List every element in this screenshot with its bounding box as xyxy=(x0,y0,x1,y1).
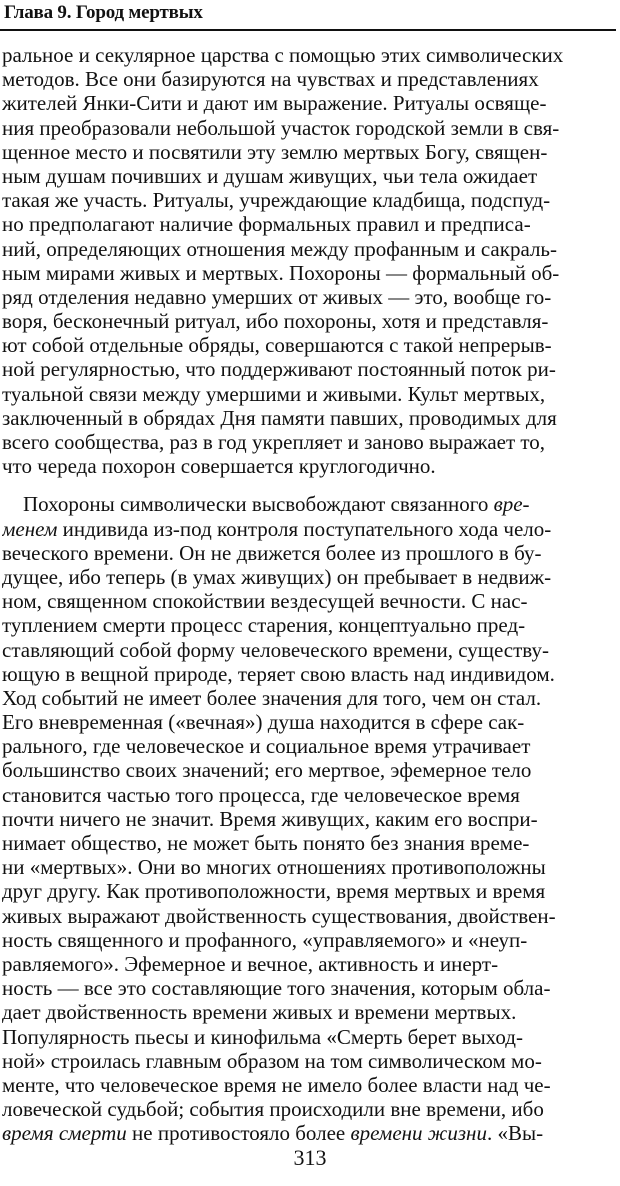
text-line: ным душам почивших и душам живущих, чьи тела ожидает xyxy=(2,163,538,188)
paragraph-gap xyxy=(2,478,616,492)
text-line: Его вневременная («вечная») душа находится в сфере сак- xyxy=(2,710,525,735)
text-line: ным мирами живых и мертвых. Похороны — формальный об- xyxy=(2,260,560,285)
text-line: ний, определяющих отношения между профанным и сакраль- xyxy=(2,236,557,261)
text-line: жителей Янки-Сити и дают им выражение. Ритуалы освяще- xyxy=(2,91,547,116)
text-line: такая же участь. Ритуалы, учреждающие кладбища, подспуд- xyxy=(2,188,551,213)
body-text xyxy=(2,43,616,1145)
text-line: ном, священном спокойствии вездесущей вечности. С нас- xyxy=(2,589,528,614)
text-line: ральное и секулярное царства с помощью этих символических xyxy=(2,43,564,67)
text-line: ния преобразовали небольшой участок городской земли в свя- xyxy=(2,115,560,140)
text-line: ни «мертвых». Они во многих отношениях противоположны xyxy=(2,855,546,880)
text-line: равляемого». Эфемерное и вечное, активность и инерт- xyxy=(2,951,499,976)
text-line: рального, где человеческое и социальное время утрачивает xyxy=(2,734,531,759)
text-line: ставляющий собой форму человеческого времени, существу- xyxy=(2,637,549,662)
text-line: дущее, ибо теперь (в умах живущих) он пребывает в недвиж- xyxy=(2,564,552,589)
page-number: 313 xyxy=(293,1145,327,1170)
text-line xyxy=(2,492,616,516)
line-text: Похороны символически высвобождают связанного xyxy=(2,492,494,517)
text-line: Популярность пьесы и кинофильма «Смерть берет выход- xyxy=(2,1024,523,1049)
text-line: ряд отделения недавно умерших от живых — это, вообще го- xyxy=(2,284,552,309)
text-line: туальной связи между умершими и живыми. Культ мертвых, xyxy=(2,381,546,406)
text-line: большинство своих значений; его мертвое, эфемерное тело xyxy=(2,758,532,783)
text-line xyxy=(2,517,616,541)
text-line: Ход событий не имеет более значения для того, чем он стал. xyxy=(2,685,542,710)
text-line: ной регулярностью, что поддерживают постоянный поток ри- xyxy=(2,357,556,382)
text-line: ющую в вещной природе, теряет свою власть над индивидом. xyxy=(2,661,555,686)
text-line: всего сообщества, раз в год укрепляет и заново выражает то, xyxy=(2,430,546,454)
text-line: щенное место и посвятили эту землю мертвых Богу, священ- xyxy=(2,139,548,164)
text-line: методов. Все они базируются на чувствах и представлениях xyxy=(2,67,539,92)
italic-phrase: вре- xyxy=(493,492,530,517)
text-line: ловеческой судьбой; события происходили вне времени, ибо xyxy=(2,1097,544,1122)
text-line: воря, бесконечный ритуал, ибо похороны, хотя и представля- xyxy=(2,309,549,334)
text-line: ной» строилась главным образом на том символическом мо- xyxy=(2,1048,542,1073)
text-line: что череда похорон совершается круглогодично. xyxy=(2,454,436,479)
text-line: заключенный в обрядах Дня памяти павших, проводимых для xyxy=(2,405,557,430)
text-line: дает двойственность времени живых и времени мертвых. xyxy=(2,1000,517,1025)
text-line: ют собой отдельные обряды, совершаются с такой непрерыв- xyxy=(2,333,552,358)
running-head-title: Глава 9. Город мертвых xyxy=(4,2,203,23)
text-line: становится частью того процесса, где человеческое время xyxy=(2,782,520,807)
italic-phrase: время смерти xyxy=(2,1121,127,1146)
text-line: но предполагают наличие формальных правил и предписа- xyxy=(2,212,531,237)
text-line: живых выражают двойственность существования, двойствен- xyxy=(2,903,556,928)
line-text: не противостояло более xyxy=(126,1121,351,1146)
italic-phrase: менем xyxy=(2,516,58,541)
text-line: нимает общество, не может быть понято без знания време- xyxy=(2,831,530,855)
text-line: ность священного и профанного, «управляемого» и «неуп- xyxy=(2,927,528,952)
header-rule xyxy=(0,29,616,31)
text-line: менте, что человеческое время не имело более власти над че- xyxy=(2,1072,551,1097)
paragraph-2 xyxy=(2,492,616,1145)
text-line: туплением смерти процесс старения, концептуально пред- xyxy=(2,613,526,638)
line-text: . «Вы- xyxy=(486,1121,544,1146)
text-line: ность — все это составляющие того значения, которым обла- xyxy=(2,976,551,1001)
text-line: почти ничего не значит. Время живущих, каким его воспри- xyxy=(2,806,538,831)
text-line: веческого времени. Он не движется более из прошлого в бу- xyxy=(2,540,542,565)
text-line xyxy=(2,1121,616,1145)
italic-phrase: времени жизни xyxy=(350,1121,487,1146)
text-line: друг другу. Как противоположности, время мертвых и время xyxy=(2,879,546,904)
paragraph-1 xyxy=(2,43,616,478)
line-text: индивида из-под контроля поступательного хода чело- xyxy=(57,516,552,541)
